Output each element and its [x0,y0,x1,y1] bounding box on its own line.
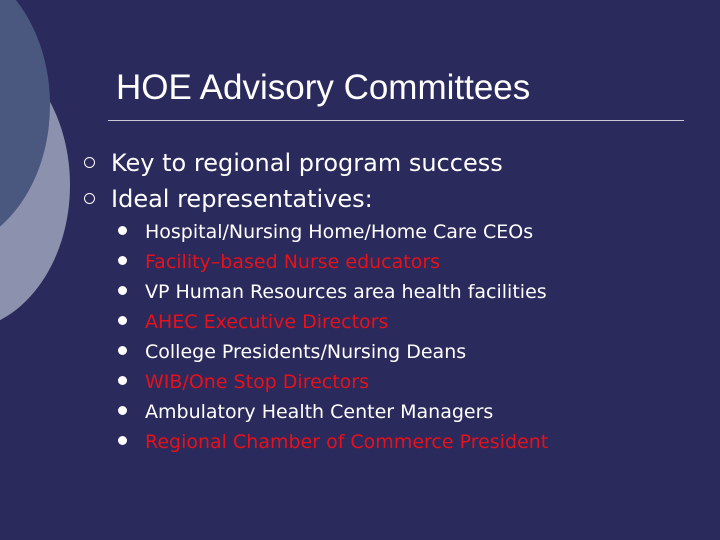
sub-point-text: Regional Chamber of Commerce President [145,431,549,453]
sub-point-text: Ambulatory Health Center Managers [145,401,494,423]
sub-point-8 [118,430,548,454]
sub-point-1 [118,220,533,244]
filled-dot-bullet-icon [118,226,127,235]
main-point-text: Ideal representatives: [111,185,373,213]
main-point-1 [84,148,503,178]
sub-point-6 [118,370,369,394]
sub-point-text: College Presidents/Nursing Deans [145,341,467,363]
sub-point-3 [118,280,547,304]
slide-title: HOE Advisory Committees [116,68,531,107]
main-point-2 [84,184,373,214]
filled-dot-bullet-icon [118,346,127,355]
hollow-circle-bullet-icon [84,157,95,168]
main-point-text: Key to regional program success [111,149,503,177]
hollow-circle-bullet-icon [84,193,95,204]
sub-point-text: AHEC Executive Directors [145,311,389,333]
filled-dot-bullet-icon [118,316,127,325]
sub-point-4 [118,310,388,334]
sub-point-5 [118,340,466,364]
sub-point-text: VP Human Resources area health facilities [145,281,547,303]
filled-dot-bullet-icon [118,376,127,385]
sub-point-7 [118,400,493,424]
filled-dot-bullet-icon [118,256,127,265]
title-divider [108,120,684,121]
sub-point-text: Facility–based Nurse educators [145,251,441,273]
sub-point-text: WIB/One Stop Directors [145,371,370,393]
sub-point-text: Hospital/Nursing Home/Home Care CEOs [145,221,534,243]
filled-dot-bullet-icon [118,436,127,445]
sub-point-2 [118,250,440,274]
filled-dot-bullet-icon [118,406,127,415]
filled-dot-bullet-icon [118,286,127,295]
